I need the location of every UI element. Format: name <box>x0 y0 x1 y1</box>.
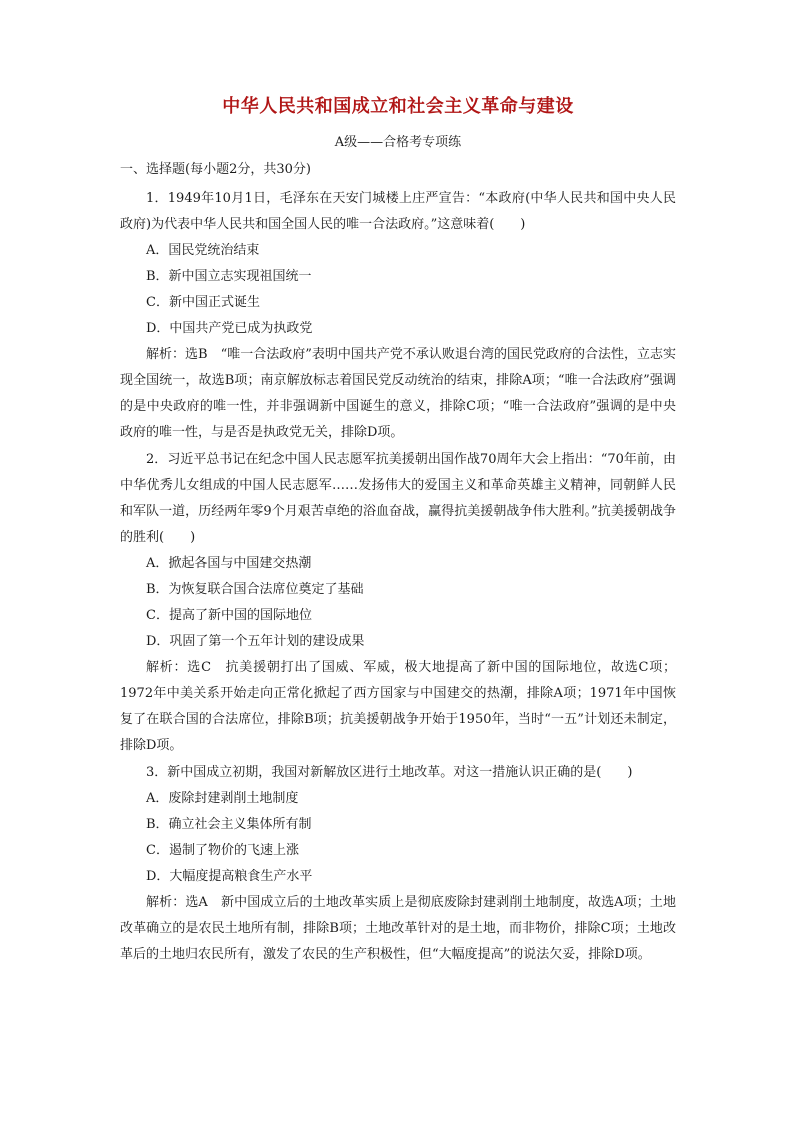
option-c: C．新中国正式诞生 <box>146 295 260 310</box>
option-d: D．大幅度提高粮食生产水平 <box>146 869 313 884</box>
question-1 <box>120 186 676 446</box>
option-a: A．废除封建剥削土地制度 <box>146 791 299 806</box>
option-d: D．中国共产党已成为执政党 <box>146 321 313 336</box>
section-heading: 一、选择题(每小题2分，共30分) <box>120 162 311 177</box>
option-a: A．掀起各国与中国建交热潮 <box>146 556 312 571</box>
option-d: D．巩固了第一个五年计划的建设成果 <box>146 634 365 649</box>
question-analysis: 解析：选B “唯一合法政府”表明中国共产党不承认败退台湾的国民党政府的合法性，立志实现全国统一，故选B项；南京解放标志着国民党反动统治的结束，排除A项；“唯一合法政府”强调的是中央政府的唯一性，并非强调新中国诞生的意义，排除C项；“唯一合法政府”强调的是中央政府的唯一性，与是否是执政党无关，排除D项。 <box>120 347 676 440</box>
question-stem: 3．新中国成立初期，我国对新解放区进行土地改革。对这一措施认识正确的是( ) <box>146 765 633 780</box>
option-b: B．确立社会主义集体所有制 <box>146 817 312 832</box>
question-2 <box>120 447 676 759</box>
question-stem: 1．1949年10月1日，毛泽东在天安门城楼上庄严宣告：“本政府(中华人民共和国中央人民政府)为代表中华人民共和国全国人民的唯一合法政府。”这意味着( ) <box>120 191 676 232</box>
question-analysis: 解析：选C 抗美援朝打出了国威、军威，极大地提高了新中国的国际地位，故选C项；1972年中美关系开始走向正常化掀起了西方国家与中国建交的热潮，排除A项；1971年中国恢复了在联合国的合法席位，排除B项；抗美援朝战争开始于1950年，当时“一五”计划还未制定，排除D项。 <box>120 660 676 753</box>
document-title: 中华人民共和国成立和社会主义革命与建设 <box>222 96 574 117</box>
question-analysis: 解析：选A 新中国成立后的土地改革实质上是彻底废除封建剥削土地制度，故选A项；土地改革确立的是农民土地所有制，排除B项；土地改革针对的是土地，而非物价，排除C项；土地改革后的土地归农民所有，激发了农民的生产积极性，但“大幅度提高”的说法欠妥，排除D项。 <box>120 895 676 962</box>
option-b: B．为恢复联合国合法席位奠定了基础 <box>146 582 364 597</box>
option-a: A．国民党统治结束 <box>146 243 260 258</box>
question-stem: 2．习近平总书记在纪念中国人民志愿军抗美援朝出国作战70周年大会上指出：“70年前，由中华优秀儿女组成的中国人民志愿军……发扬伟大的爱国主义和革命英雄主义精神，同朝鲜人民和军队一道，历经两年零9个月艰苦卓绝的浴血奋战，赢得抗美援朝战争伟大胜利。”抗美援朝战争的胜利( ) <box>120 452 676 545</box>
document-subtitle: A级——合格考专项练 <box>334 135 462 150</box>
question-3 <box>120 760 676 968</box>
document-page <box>120 94 676 969</box>
option-b: B．新中国立志实现祖国统一 <box>146 269 312 284</box>
option-c: C．遏制了物价的飞速上涨 <box>146 843 299 858</box>
option-c: C．提高了新中国的国际地位 <box>146 608 312 623</box>
